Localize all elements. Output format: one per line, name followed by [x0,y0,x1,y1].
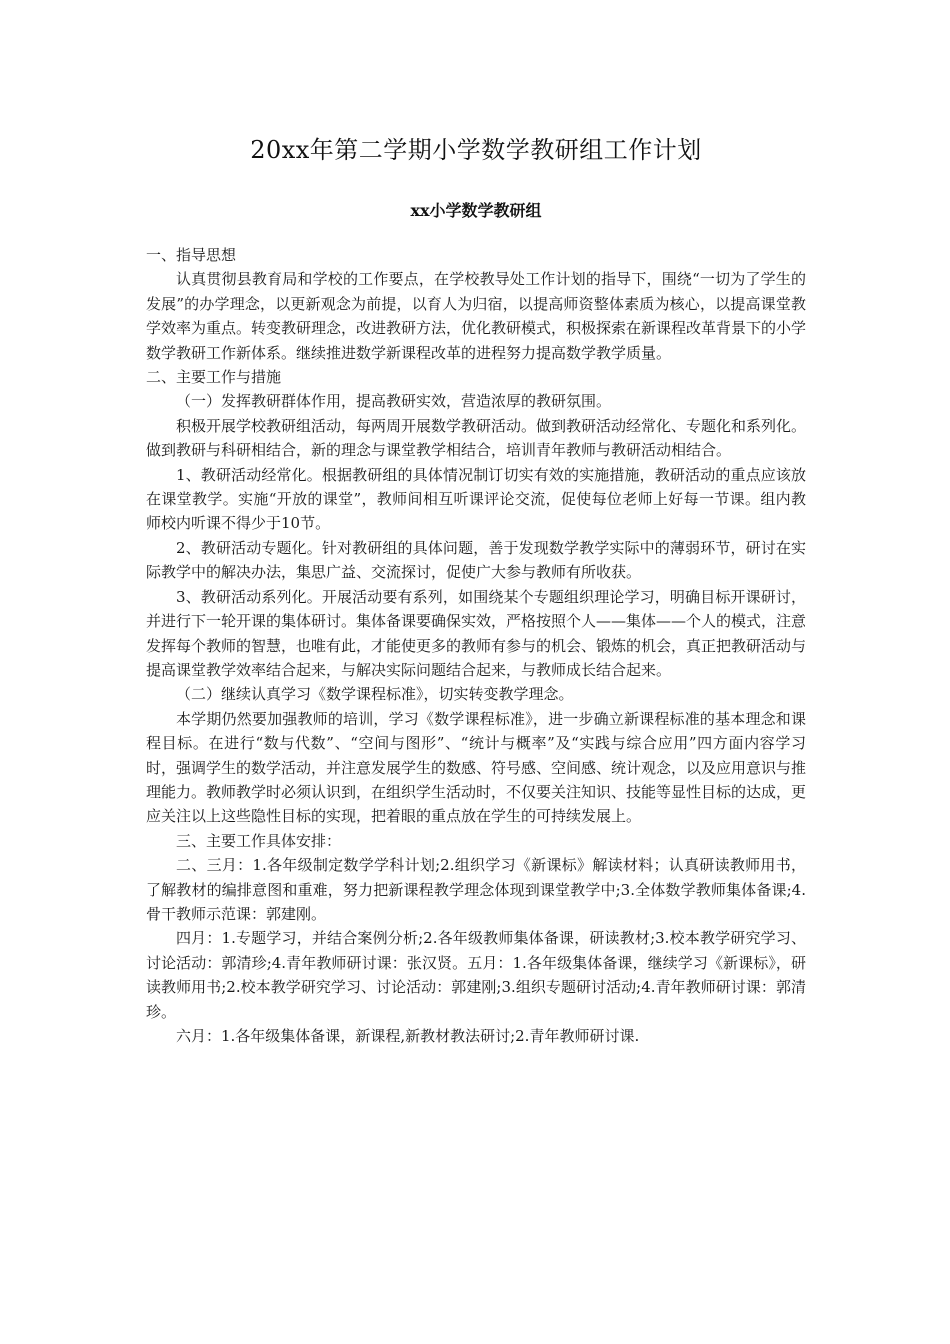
document-title: 20xx年第二学期小学数学教研组工作计划 [250,136,702,164]
paragraph: 2、教研活动专题化。针对教研组的具体问题，善于发现数学教学实际中的薄弱环节，研讨在实际教学中的解决办法，集思广益、交流探讨，促使广大参与教师有所收获。 [146,538,806,582]
paragraph: 1、教研活动经常化。根据教研组的具体情况制订切实有效的实施措施，教研活动的重点应该放在课堂教学。实施“开放的课堂”，教师间相互听课评论交流，促使每位老师上好每一节课。组内教师校内听课不得少于10节。 [146,465,806,533]
paragraph: 3、教研活动系列化。开展活动要有系列，如围绕某个专题组织理论学习，明确目标开课研讨，并进行下一轮开课的集体研讨。集体备课要确保实效，严格按照个人——集体——个人的模式，注意发挥每个教师的智慧，也唯有此，才能使更多的教师有参与的机会、锻炼的机会，真正把教研活动与提高课堂教学效率结合起来，与解决实际问题结合起来，与教师成长结合起来。 [146,587,807,679]
section-heading-guiding-ideology: 一、指导思想 [146,246,237,264]
section-heading-main-work: 二、主要工作与措施 [146,368,282,387]
paragraph: 本学期仍然要加强教师的培训，学习《数学课程标准》，进一步确立新课程标准的基本理念和课程目标。在进行“数与代数”、“空间与图形”、“统计与概率”及“实践与综合应用”四方面内容学习时，强调学生的数学活动，并注意发展学生的数感、符号感、空间感、统计观念，以及应用意识与推理能力。教师教学时必须认识到，在组织学生活动时，不仅要关注知识、技能等显性目标的达成，更应关注以上这些隐性目标的实现，把着眼的重点放在学生的可持续发展上。 [146,709,807,826]
subsection-heading: （二）继续认真学习《数学课程标准》，切实转变教学理念。 [176,685,574,704]
paragraph: 积极开展学校教研组活动，每两周开展数学教研活动。做到教研活动经常化、专题化和系列化。做到教研与科研相结合，新的理念与课堂教学相结合，培训青年教师与教研活动相结合。 [146,416,807,460]
document-subtitle: xx小学数学教研组 [410,201,542,220]
paragraph: 认真贯彻县教育局和学校的工作要点，在学校教导处工作计划的指导下，围绕“一切为了学生的发展”的办学理念，以更新观念为前提，以育人为归宿，以提高师资整体素质为核心，以提高课堂教学效率为重点。转变教研理念，改进教研方法，优化教研模式，积极探索在新课程改革背景下的小学数学教研工作新体系。继续推进数学新课程改革的进程努力提高数学教学质量。 [146,270,807,362]
paragraph: 六月：1.各年级集体备课，新课程,新教材教法研讨;2.青年教师研讨课. [176,1027,640,1045]
paragraph: 四月：1.专题学习，并结合案例分析;2.各年级教师集体备课，研读教材;3.校本教学研究学习、讨论活动：郭清珍;4.青年教师研讨课：张汉贤。五月：1.各年级集体备课，继续学习《新课标》，研读教师用书;2.校本教学研究学习、讨论活动：郭建刚;3.组织专题研讨活动;4.青年教师研讨课：郭清珍。 [146,929,806,1021]
paragraph: 二、三月：1.各年级制定数学学科计划;2.组织学习《新课标》解读材料；认真研读教师用书，了解教材的编排意图和重难，努力把新课程教学理念体现到课堂教学中;3.全体数学教师集体备课;4. 骨干教师示范课：郭建刚。 [146,856,806,923]
subsection-heading: （一）发挥教研群体作用，提高教研实效，营造浓厚的教研氛围。 [176,392,612,411]
section-heading-schedule: 三、主要工作具体安排： [176,831,342,850]
document-body [146,243,806,1048]
